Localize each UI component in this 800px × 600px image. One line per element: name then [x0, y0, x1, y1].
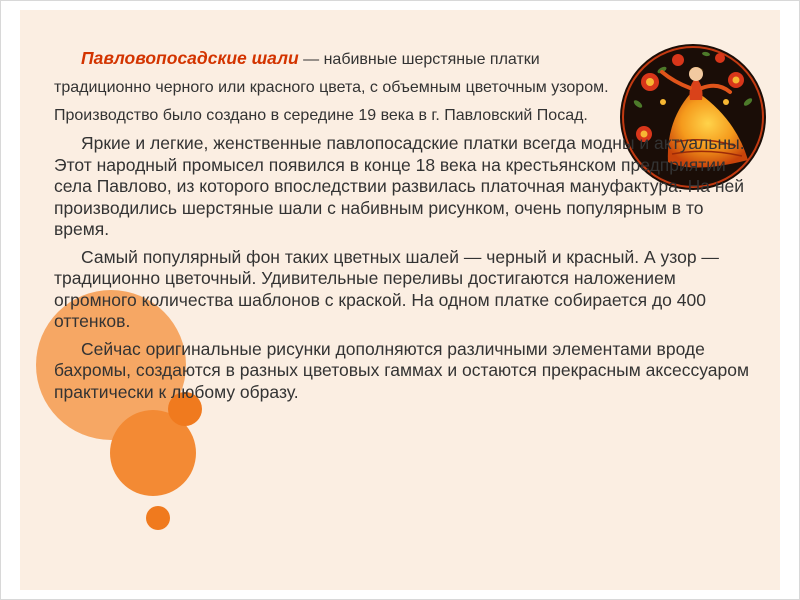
paragraph: Самый популярный фон таких цветных шалей — черный и красный. А узор — традиционно цветочный. Удивительные переливы достигаются наложением огромного количества шаблонов с краской. На одном платке собирается до 400 оттенков. [54, 246, 719, 331]
paragraph: Сейчас оригинальные рисунки дополняются различными элементами вроде бахромы, создаются в разных цветовых гаммах и остаются прекрасным аксессуаром практически к любому образу. [54, 338, 749, 402]
intro-text: — набивные шерстяные платки традиционно черного или красного цвета, с объемным цветочным узором. Производство было создано в середине 19 века в г. Павловский Посад. [54, 51, 609, 124]
decorative-circle-small [146, 506, 170, 530]
intro-paragraph [54, 44, 634, 130]
paragraph: Яркие и легкие, женственные павлопосадские платки всегда модны и актуальны. Этот народный промысел появился в конце 18 века на крестьянском предприятии села Павлово, из которого впоследствии развилась платочная мануфактура. На ней производились шерстяные шали с набивным рисунком, очень популярным в то время. [54, 133, 745, 239]
article-text [54, 44, 754, 409]
term-title: Павловопосадские шали [81, 48, 299, 68]
